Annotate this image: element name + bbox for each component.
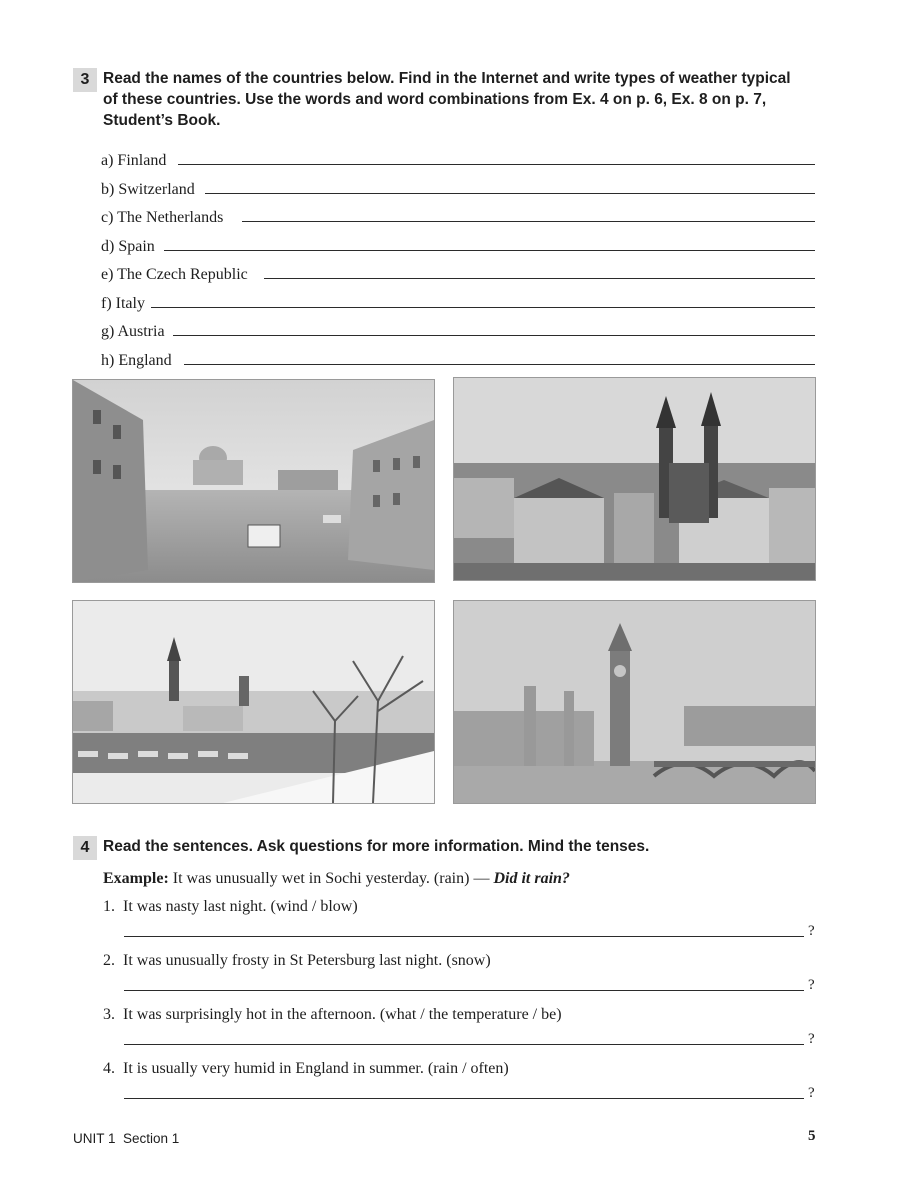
country-label-austria: g) Austria xyxy=(101,323,165,340)
item-4-text: It is usually very humid in England in summer. (rain / often) xyxy=(123,1060,509,1077)
example-text: It was unusually wet in Sochi yesterday. (rain) — xyxy=(172,870,490,887)
answer-line-netherlands[interactable] xyxy=(242,221,815,222)
item-3-number: 3. xyxy=(103,1006,115,1023)
photo-zurich-snow xyxy=(72,600,435,804)
item-1-question-mark: ? xyxy=(808,923,815,939)
photo-london-fog xyxy=(453,600,816,804)
exercise-3-instruction-line-3: Student’s Book. xyxy=(103,112,221,129)
example-label: Example: xyxy=(103,870,169,887)
item-4-number: 4. xyxy=(103,1060,115,1077)
exercise-4-item-3 xyxy=(103,1006,562,1024)
item-4-question-mark: ? xyxy=(808,1085,815,1101)
answer-line-spain[interactable] xyxy=(164,250,815,251)
exercise-4-item-4 xyxy=(103,1060,509,1078)
item-1-number: 1. xyxy=(103,898,115,915)
example-answer: Did it rain? xyxy=(493,870,570,887)
item-3-question-mark: ? xyxy=(808,1031,815,1047)
answer-line-czech-republic[interactable] xyxy=(264,278,815,279)
footer-unit: UNIT 1 xyxy=(73,1131,116,1146)
exercise-4-item-2 xyxy=(103,952,491,970)
country-label-switzerland: b) Switzerland xyxy=(101,181,195,198)
answer-line-item-2[interactable] xyxy=(124,990,804,991)
exercise-3-instruction xyxy=(103,68,791,131)
answer-line-item-3[interactable] xyxy=(124,1044,804,1045)
footer-unit-section xyxy=(73,1131,179,1146)
answer-line-england[interactable] xyxy=(184,364,815,365)
exercise-4-number: 4 xyxy=(73,836,97,860)
photo-venice-canal xyxy=(72,379,435,583)
country-label-netherlands: c) The Netherlands xyxy=(101,209,224,226)
answer-line-italy[interactable] xyxy=(151,307,815,308)
exercise-3-instruction-line-1: Read the names of the countries below. Find in the Internet and write types of weather typical xyxy=(103,70,791,87)
item-2-text: It was unusually frosty in St Petersburg last night. (snow) xyxy=(123,952,491,969)
exercise-3-instruction-line-2: of these countries. Use the words and word combinations from Ex. 4 on p. 6, Ex. 8 on p. 7, xyxy=(103,91,767,108)
country-label-finland: a) Finland xyxy=(101,152,167,169)
exercise-3-number: 3 xyxy=(73,68,97,92)
exercise-4-instruction: Read the sentences. Ask questions for more information. Mind the tenses. xyxy=(103,838,650,855)
answer-line-switzerland[interactable] xyxy=(205,193,815,194)
footer-section: Section 1 xyxy=(123,1131,180,1146)
answer-line-item-1[interactable] xyxy=(124,936,804,937)
country-label-czech-republic: e) The Czech Republic xyxy=(101,266,248,283)
item-1-text: It was nasty last night. (wind / blow) xyxy=(123,898,358,915)
page-number: 5 xyxy=(808,1128,816,1144)
country-label-spain: d) Spain xyxy=(101,238,155,255)
item-2-question-mark: ? xyxy=(808,977,815,993)
answer-line-austria[interactable] xyxy=(173,335,815,336)
answer-line-finland[interactable] xyxy=(178,164,815,165)
item-2-number: 2. xyxy=(103,952,115,969)
country-label-england: h) England xyxy=(101,352,172,369)
example-sentence xyxy=(103,870,570,888)
answer-line-item-4[interactable] xyxy=(124,1098,804,1099)
item-3-text: It was surprisingly hot in the afternoon. (what / the temperature / be) xyxy=(123,1006,562,1023)
exercise-4-item-1 xyxy=(103,898,358,916)
country-label-italy: f) Italy xyxy=(101,295,145,312)
photo-prague-square xyxy=(453,377,816,581)
